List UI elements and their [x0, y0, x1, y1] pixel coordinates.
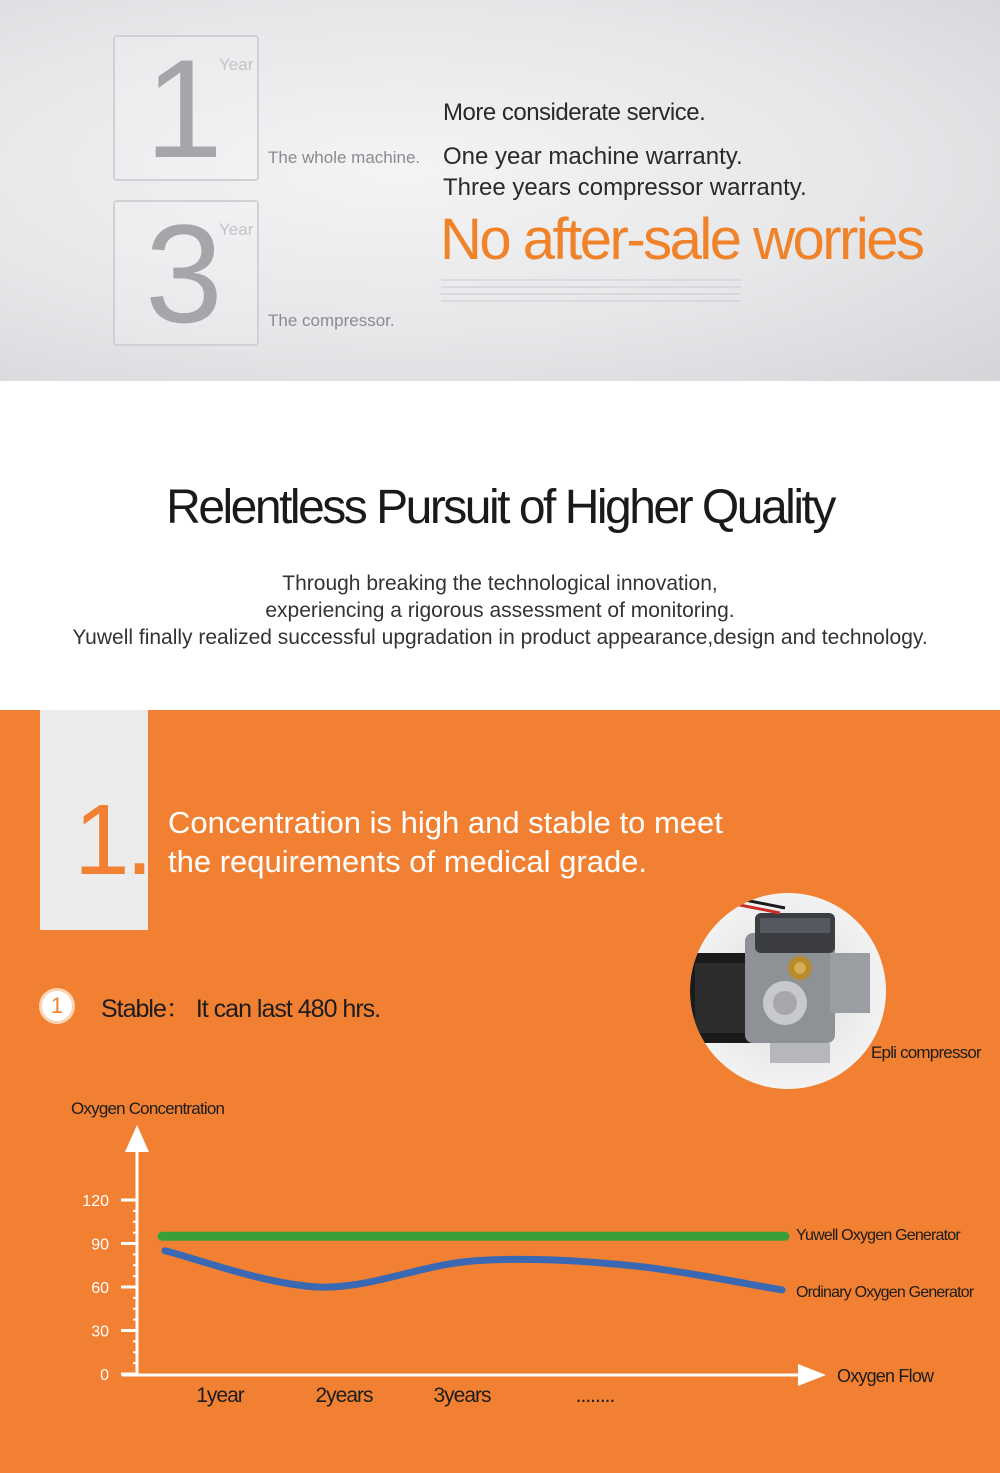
quality-line-2: experiencing a rigorous assessment of monitoring.: [265, 599, 735, 622]
quality-title: Relentless Pursuit of Higher Quality: [166, 481, 834, 534]
three-year-unit: Year: [219, 220, 254, 239]
x-axis-label: Oxygen Flow: [837, 1366, 934, 1386]
series-legend-label: Ordinary Oxygen Generator: [796, 1284, 974, 1301]
y-tick-label: 60: [91, 1280, 109, 1297]
y-axis-arrow: [125, 1125, 149, 1152]
series-line-ordinary: [165, 1251, 782, 1290]
stable-text: Stable： It can last 480 hrs.: [101, 995, 381, 1023]
service-title: More considerate service.: [443, 99, 706, 126]
circled-one-icon: 1: [39, 988, 75, 1024]
x-category-label: 3years: [433, 1384, 491, 1407]
one-year-number: 1: [145, 30, 223, 187]
chart-labels: [71, 1099, 975, 1407]
x-category-label: ........: [575, 1384, 615, 1407]
whole-machine-caption: The whole machine.: [268, 148, 421, 167]
x-category-label: 2years: [315, 1384, 373, 1407]
y-tick-label: 120: [82, 1193, 109, 1210]
y-tick-label: 30: [91, 1323, 109, 1341]
y-axis-label: Oxygen Concentration: [71, 1099, 225, 1118]
quality-line-1: Through breaking the technological innovation,: [282, 572, 718, 595]
chart-series: [162, 1236, 785, 1290]
slogan: No after-sale worries: [440, 207, 923, 272]
compressor-label: Epli compressor: [871, 1043, 981, 1062]
three-year-number: 3: [145, 195, 223, 352]
compressor-caption: The compressor.: [268, 311, 395, 330]
feature-heading-line-1: Concentration is high and stable to meet: [168, 805, 723, 840]
feature-heading-line-2: the requirements of medical grade.: [168, 844, 648, 879]
quality-line-3: Yuwell finally realized successful upgradation in product appearance,design and technology.: [72, 626, 928, 649]
one-year-unit: Year: [219, 55, 254, 74]
x-category-label: 1year: [196, 1384, 244, 1407]
chart-axes: [121, 1125, 826, 1386]
series-legend-label: Yuwell Oxygen Generator: [796, 1227, 960, 1244]
y-tick-label: 90: [91, 1236, 109, 1254]
x-axis-arrow: [798, 1364, 826, 1386]
machine-warranty-line: One year machine warranty.: [443, 143, 743, 170]
compressor-warranty-line: Three years compressor warranty.: [443, 174, 807, 201]
y-tick-label: 0: [100, 1367, 109, 1384]
feature-number: 1.: [74, 784, 150, 896]
